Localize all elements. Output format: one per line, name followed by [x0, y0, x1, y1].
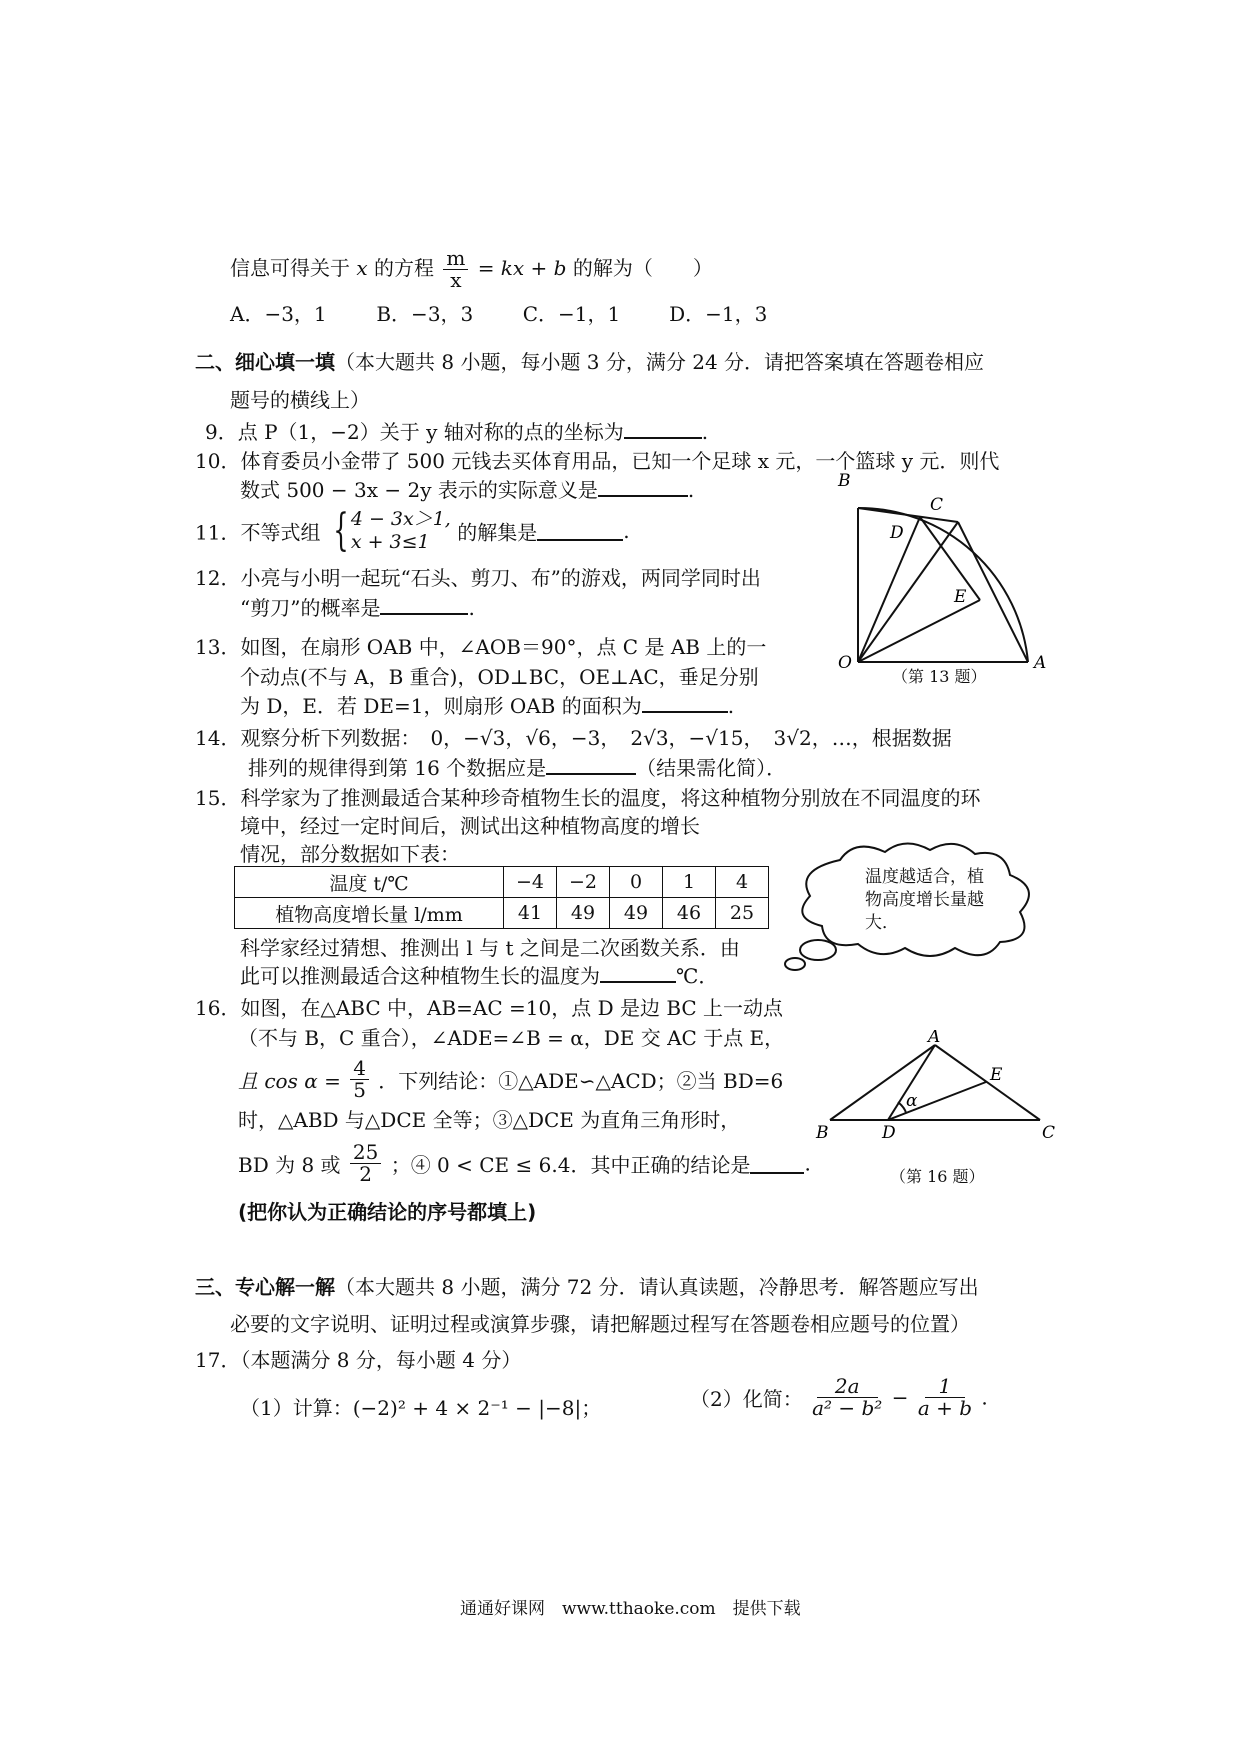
fig13-label-o: O	[838, 653, 852, 673]
q14-answer-blank[interactable]	[546, 755, 636, 775]
section3-title: 三、专心解一解	[195, 1275, 335, 1299]
section3-desc: （本大题共 8 小题，满分 72 分．请认真读题，冷静思考．解答题应写出	[335, 1275, 979, 1299]
fig16-label-b: B	[816, 1123, 829, 1140]
section2-title: 二、细心填一填	[195, 350, 335, 374]
q13: 13．如图，在扇形 OAB 中，∠AOB＝90°，点 C 是 AB 上的一	[195, 635, 767, 659]
q12-answer-blank[interactable]	[380, 595, 468, 615]
q15-line3: 情况，部分数据如下表：	[240, 842, 460, 866]
fig16-caption: （第 16 题）	[890, 1167, 985, 1186]
page-footer: 通通好课网 www.tthaoke.com 提供下载	[460, 1599, 801, 1619]
q17-part2: （2）化简： $\frac{2a}{\text{a² − b²}}$ − $\frac{1}{a + b}$ .	[690, 1374, 988, 1420]
fig16-label-c: C	[1042, 1123, 1056, 1140]
figure-16-triangle	[810, 1030, 1060, 1140]
bd-fraction: $\frac{25}{2}$	[350, 1142, 381, 1185]
q10: 10．体育委员小金带了 500 元钱去买体育用品，已知一个足球 x 元，一个篮球 y 元．则代	[195, 449, 1000, 473]
fig16-label-d: D	[882, 1123, 896, 1140]
section3-desc-2: 必要的文字说明、证明过程或演算步骤，请把解题过程写在答题卷相应题号的位置）	[230, 1312, 970, 1336]
fig13-label-a: A	[1034, 653, 1047, 673]
q17-fraction-1: $\frac{2a}{\text{a² − b²}}$	[812, 1374, 883, 1420]
q10-line2: 数式 500 − 3x − 2y 表示的实际意义是 .	[240, 478, 695, 502]
q8-option-c: C．−1，1	[522, 302, 621, 326]
q14-line2: 排列的规律得到第 16 个数据应是 （结果需化简）．	[248, 756, 787, 780]
fig13-label-e: E	[954, 587, 967, 607]
q15-line4: 科学家经过猜想、推测出 l 与 t 之间是二次函数关系．由	[240, 936, 740, 960]
table-header-cell: 植物高度增长量 l/mm	[235, 898, 504, 929]
figure-13-sector	[830, 460, 1060, 680]
q15: 15．科学家为了推测最适合某种珍奇植物生长的温度，将这种植物分别放在不同温度的环	[195, 786, 981, 810]
q16: 16．如图，在△ABC 中，AB=AC =10，点 D 是边 BC 上一动点	[195, 996, 784, 1020]
q17-header: 17．（本题满分 8 分，每小题 4 分）	[195, 1348, 522, 1372]
q16-line5: BD 为 8 或 $\frac{25}{2}$ ；④ 0 < CE ≤ 6.4．其中正确的结论是 .	[238, 1140, 811, 1186]
q14: 14．观察分析下列数据： 0，−√3，√6，−3， 2√3，−√15， 3√2，…，根据数据	[195, 726, 952, 750]
q8-option-b: B．−3，3	[376, 302, 474, 326]
q8-option-d: D．−1，3	[669, 302, 768, 326]
q15-line2: 境中，经过一定时间后，测试出这种植物高度的增长	[240, 814, 700, 838]
fig13-caption: （第 13 题）	[892, 667, 987, 686]
section3-header	[195, 1271, 979, 1300]
cos-fraction: $\frac{4}{5}$	[350, 1058, 369, 1101]
q12-line2: “剪刀”的概率是 .	[240, 596, 475, 620]
q12: 12．小亮与小明一起玩“石头、剪刀、布”的游戏，两同学同时出	[195, 566, 761, 590]
q11: 11．不等式组 { 4 − 3x＞1, x + 3≤1 的解集是 .	[195, 504, 630, 556]
q13-answer-blank[interactable]	[642, 693, 728, 713]
q16-line6: (把你认为正确结论的序号都填上)	[238, 1200, 537, 1224]
q16-line3: 且 cos α = $\frac{4}{5}$ ．下列结论：①△ADE∽△ACD；②当 BD=6	[238, 1056, 784, 1102]
q8-options	[230, 298, 767, 327]
fig16-label-a: A	[928, 1030, 941, 1047]
q17-fraction-2: $\frac{1}{a + b}$	[917, 1374, 973, 1420]
q13-line2: 个动点(不与 A，B 重合)，OD⊥BC，OE⊥AC，垂足分别	[240, 665, 759, 689]
q15-line5: 此可以推测最适合这种植物生长的温度为 ℃．	[240, 964, 719, 988]
table-header-cell: 温度 t/℃	[235, 867, 504, 898]
fig13-label-d: D	[890, 523, 904, 543]
fig13-label-b: B	[838, 471, 851, 491]
q15-data-table	[234, 866, 769, 929]
inequality-system: 4 − 3x＞1, x + 3≤1	[350, 508, 451, 553]
q13-line3: 为 D，E．若 DE=1，则扇形 OAB 的面积为 .	[240, 694, 735, 718]
q15-answer-blank[interactable]	[600, 963, 676, 983]
q8-stem: 信息可得关于 x 的方程 $\frac{m}{x}$ = kx + b 的解为（ ）	[230, 246, 713, 292]
fig16-label-e: E	[990, 1065, 1003, 1085]
table-row: 植物高度增长量 l/mm 41 49 49 46 25	[235, 898, 769, 929]
q17-part1: （1）计算：(−2)² + 4 × 2⁻¹ − |−8|；	[240, 1396, 602, 1420]
fig13-label-c: C	[930, 495, 944, 515]
q16-answer-blank[interactable]	[750, 1154, 804, 1174]
q11-answer-blank[interactable]	[537, 521, 623, 541]
q10-answer-blank[interactable]	[598, 477, 688, 497]
section2-header	[195, 346, 984, 375]
q9: 9．点 P（1，−2）关于 y 轴对称的点的坐标为 .	[205, 420, 709, 444]
section2-desc: （本大题共 8 小题，每小题 3 分，满分 24 分．请把答案填在答题卷相应	[335, 350, 985, 374]
table-row: 温度 t/℃ −4 −2 0 1 4	[235, 867, 769, 898]
q16-line2: （不与 B，C 重合），∠ADE=∠B = α，DE 交 AC 于点 E，	[238, 1026, 785, 1050]
section2-desc-2: 题号的横线上）	[230, 388, 370, 412]
q9-answer-blank[interactable]	[624, 419, 702, 439]
q8-fraction: $\frac{m}{x}$	[443, 248, 468, 291]
cloud-text: 温度越适合，植物高度增长量越大．	[865, 867, 984, 933]
brace-icon: {	[333, 504, 349, 556]
q16-line4: 时，△ABD 与△DCE 全等；③△DCE 为直角三角形时，	[238, 1108, 741, 1132]
fig16-label-alpha: α	[906, 1091, 918, 1111]
q8-option-a: A．−3，1	[230, 302, 327, 326]
